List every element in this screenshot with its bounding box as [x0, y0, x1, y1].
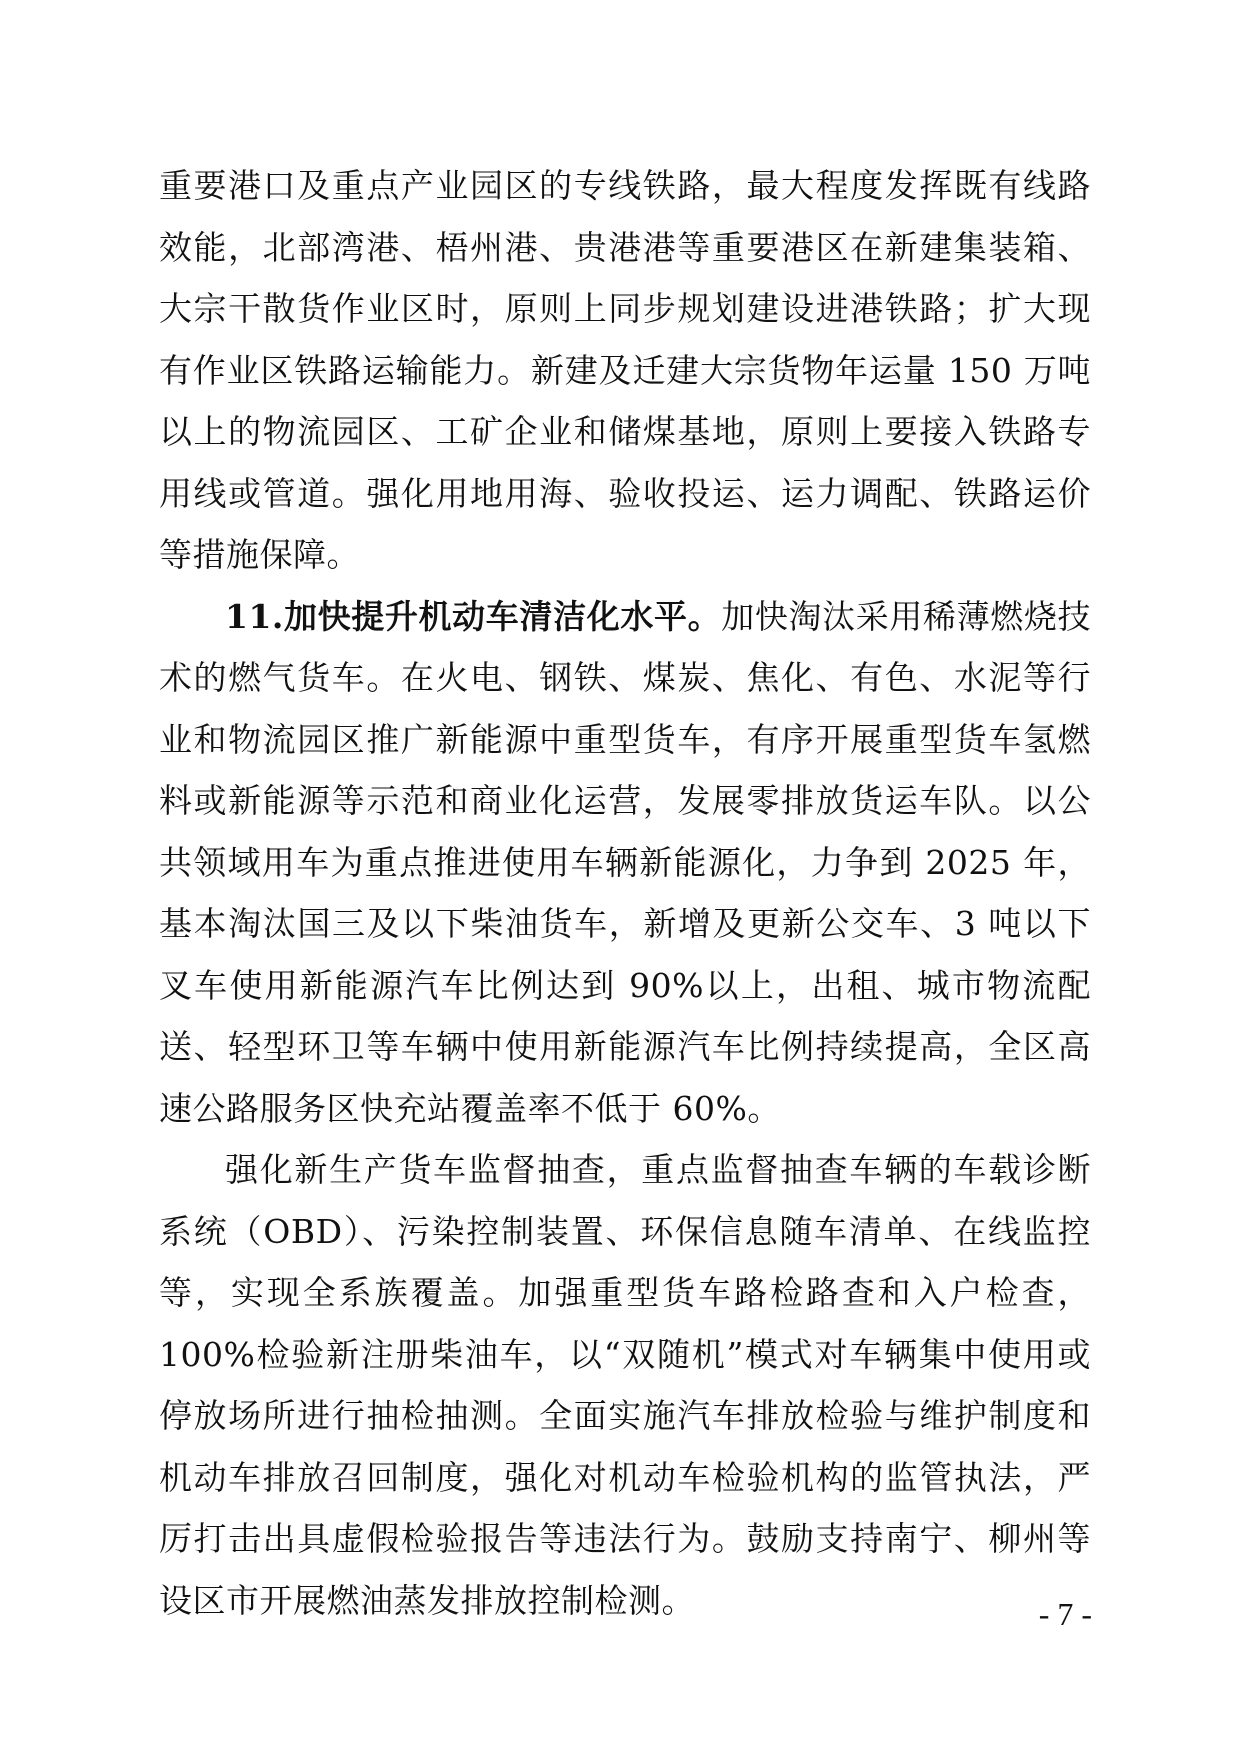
section-heading: 11.加快提升机动车清洁化水平。 — [225, 596, 722, 636]
paragraph-text: 加快淘汰采用稀薄燃烧技术的燃气货车。在火电、钢铁、煤炭、焦化、有色、水泥等行业和物流园区推广新能源中重型货车，有序开展重型货车氢燃料或新能源等示范和商业化运营，发展零排放货运车队。以公共领域用车为重点推进使用车辆新能源化，力争到 2025 年，基本淘汰国三及以下柴油货车，新增及更新公交车、3 吨以下叉车使用新能源汽车比例达到 90%以上，出租、城市物流配送、轻型环卫等车辆中使用新能源汽车比例持续提高，全区高速公路服务区快充站覆盖率不低于 60%。 — [159, 596, 1092, 1128]
paragraph-text: 强化新生产货车监督抽查，重点监督抽查车辆的车载诊断系统（OBD）、污染控制装置、环保信息随车清单、在线监控等，实现全系族覆盖。加强重型货车路检路查和入户检查，100%检验新注册柴油车，以“双随机”模式对车辆集中使用或停放场所进行抽检抽测。全面实施汽车排放检验与维护制度和机动车排放召回制度，强化对机动车检验机构的监管执法，严厉打击出具虚假检验报告等违法行为。鼓励支持南宁、柳州等设区市开展燃油蒸发排放控制检测。 — [159, 1150, 1091, 1620]
paragraph-text: 重要港口及重点产业园区的专线铁路，最大程度发挥既有线路效能，北部湾港、梧州港、贵港港等重要港区在新建集装箱、大宗干散货作业区时，原则上同步规划建设进港铁路；扩大现有作业区铁路运输能力。新建及迁建大宗货物年运量 150 万吨以上的物流园区、工矿企业和储煤基地，原则上要接入铁路专用线或管道。强化用地用海、验收投运、运力调配、铁路运价等措施保障。 — [159, 166, 1091, 574]
document-body — [159, 155, 1091, 1631]
paragraph-vehicle-clean — [159, 586, 1091, 1140]
paragraph-railway — [159, 155, 1091, 586]
page-number: - 7 - — [1038, 1596, 1092, 1632]
paragraph-supervision — [159, 1139, 1091, 1631]
